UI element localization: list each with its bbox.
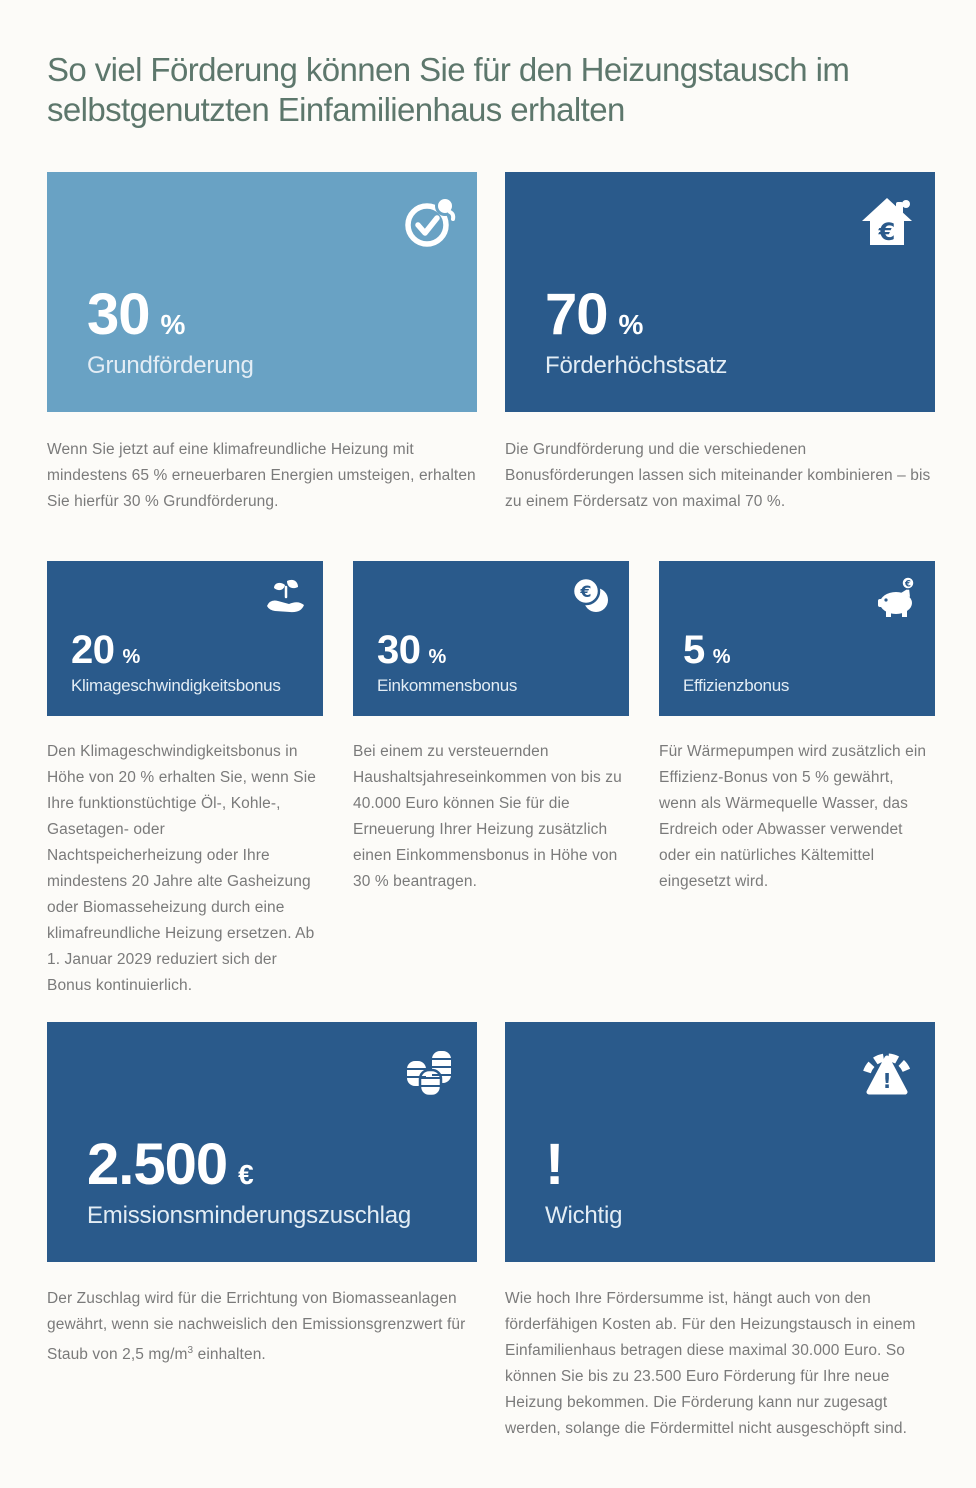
card-label: Grundförderung — [87, 352, 254, 379]
card-unit: € — [238, 1159, 254, 1190]
card-value-row — [683, 630, 923, 670]
card-label: Klimageschwindigkeitsbonus — [71, 676, 281, 695]
card-grundfoerderung — [47, 172, 477, 412]
card-value-row — [87, 1132, 453, 1197]
einkommensbonus-description: Bei einem zu versteuernden Haushaltsjahreseinkommen von bis zu 40.000 Euro können Sie für die Erneuerung Ihrer Heizung zusätzlich einen Einkommensbonus in Höhe von 30 % beantragen. — [353, 743, 622, 890]
card-unit: % — [428, 646, 447, 668]
card-value-row — [377, 630, 617, 670]
bottom-cards-row — [47, 1022, 935, 1262]
card-value-row — [71, 630, 311, 670]
card-effizienzbonus — [659, 561, 935, 716]
bottom-descriptions-row — [47, 1286, 935, 1442]
page-title: So viel Förderung können Sie für den Heizungstausch im selbstgenutzten Einfamilienhaus erhalten — [47, 51, 850, 128]
svg-text:€: € — [580, 582, 592, 601]
bonus-cards-row — [47, 561, 935, 716]
grundfoerderung-description: Wenn Sie jetzt auf eine klimafreundliche Heizung mit mindestens 65 % erneuerbaren Energien umsteigen, erhalten Sie hierfür 30 % Grundförderung. — [47, 441, 476, 510]
card-unit: % — [160, 309, 186, 340]
card-label: Effizienzbonus — [683, 676, 790, 695]
svg-text:€: € — [878, 218, 896, 246]
card-unit: % — [122, 646, 141, 668]
card-value-row — [87, 282, 453, 347]
euro-coins-icon — [569, 575, 613, 619]
card-wichtig — [505, 1022, 935, 1262]
top-cards-row — [47, 172, 935, 412]
card-foerderhoechstsatz — [505, 172, 935, 412]
infographic-page — [47, 50, 935, 1442]
card-unit: % — [618, 309, 644, 340]
top-descriptions-row — [47, 437, 935, 515]
gauge-warning-icon — [859, 1044, 915, 1100]
card-value: 30 — [87, 282, 150, 347]
card-value: 20 — [71, 628, 115, 672]
hand-sprout-icon — [263, 575, 307, 619]
card-value: 5 — [683, 628, 705, 672]
description-text-part: einhalten. — [193, 1346, 266, 1364]
coin-stacks-icon — [401, 1044, 457, 1100]
foerderhoechstsatz-description: Die Grundförderung und die verschiedenen Bonusförderungen lassen sich miteinander kombinieren – bis zu einem Fördersatz von maximal 70 %. — [505, 441, 931, 510]
card-value: ! — [545, 1132, 564, 1197]
card-value-row — [545, 282, 911, 347]
card-emissionsminderungszuschlag — [47, 1022, 477, 1262]
emissionsminderungszuschlag-description — [47, 1286, 477, 1442]
card-value: 30 — [377, 628, 421, 672]
card-klimageschwindigkeitsbonus — [47, 561, 323, 716]
approval-stamp-check-icon — [401, 194, 457, 250]
description-superscript: 3 — [187, 1345, 194, 1356]
description-text-part: Der Zuschlag wird für die Errichtung von Biomasseanlagen gewährt, wenn sie nachweislich den Emissionsgrenzwert für Staub von 2,5 mg/m — [47, 1290, 466, 1364]
svg-text:!: ! — [882, 1069, 892, 1093]
card-value-row — [545, 1132, 911, 1197]
wichtig-description: Wie hoch Ihre Fördersumme ist, hängt auch von den förderfähigen Kosten ab. Für den Heizungstausch in einem Einfamilienhaus betragen diese maximal 30.000 Euro. So können Sie bis zu 23.500 Euro Förderung für Ihre neue Heizung bekommen. Die Förderung kann nur zugesagt werden, solange die Fördermittel nicht ausgeschöpft sind. — [505, 1290, 916, 1437]
effizienzbonus-description: Für Wärmepumpen wird zusätzlich ein Effizienz-Bonus von 5 % gewährt, wenn als Wärmequelle Wasser, das Erdreich oder Abwasser verwendet oder ein natürliches Kältemittel eingesetzt wird. — [659, 743, 927, 890]
bonus-descriptions-row — [47, 739, 935, 999]
card-unit: % — [712, 646, 731, 668]
card-label: Einkommensbonus — [377, 676, 518, 695]
card-einkommensbonus — [353, 561, 629, 716]
klimageschwindigkeitsbonus-description: Den Klimageschwindigkeitsbonus in Höhe von 20 % erhalten Sie, wenn Sie Ihre funktionstüchtige Öl-, Kohle-, Gasetagen- oder Nachtspeicherheizung oder Ihre mindestens 20 Jahre alte Gasheizung oder Biomasseheizung durch eine klimafreundliche Heizung ersetzen. Ab 1. Januar 2029 reduziert sich der Bonus kontinuierlich. — [47, 743, 316, 994]
card-value: 2.500 — [87, 1132, 228, 1197]
card-label: Emissionsminderungszuschlag — [87, 1202, 412, 1229]
card-value: 70 — [545, 282, 608, 347]
piggy-bank-euro-icon — [875, 575, 919, 619]
house-euro-icon — [859, 194, 915, 250]
card-label: Wichtig — [545, 1202, 623, 1229]
svg-text:€: € — [905, 579, 911, 590]
card-label: Förderhöchstsatz — [545, 352, 728, 379]
